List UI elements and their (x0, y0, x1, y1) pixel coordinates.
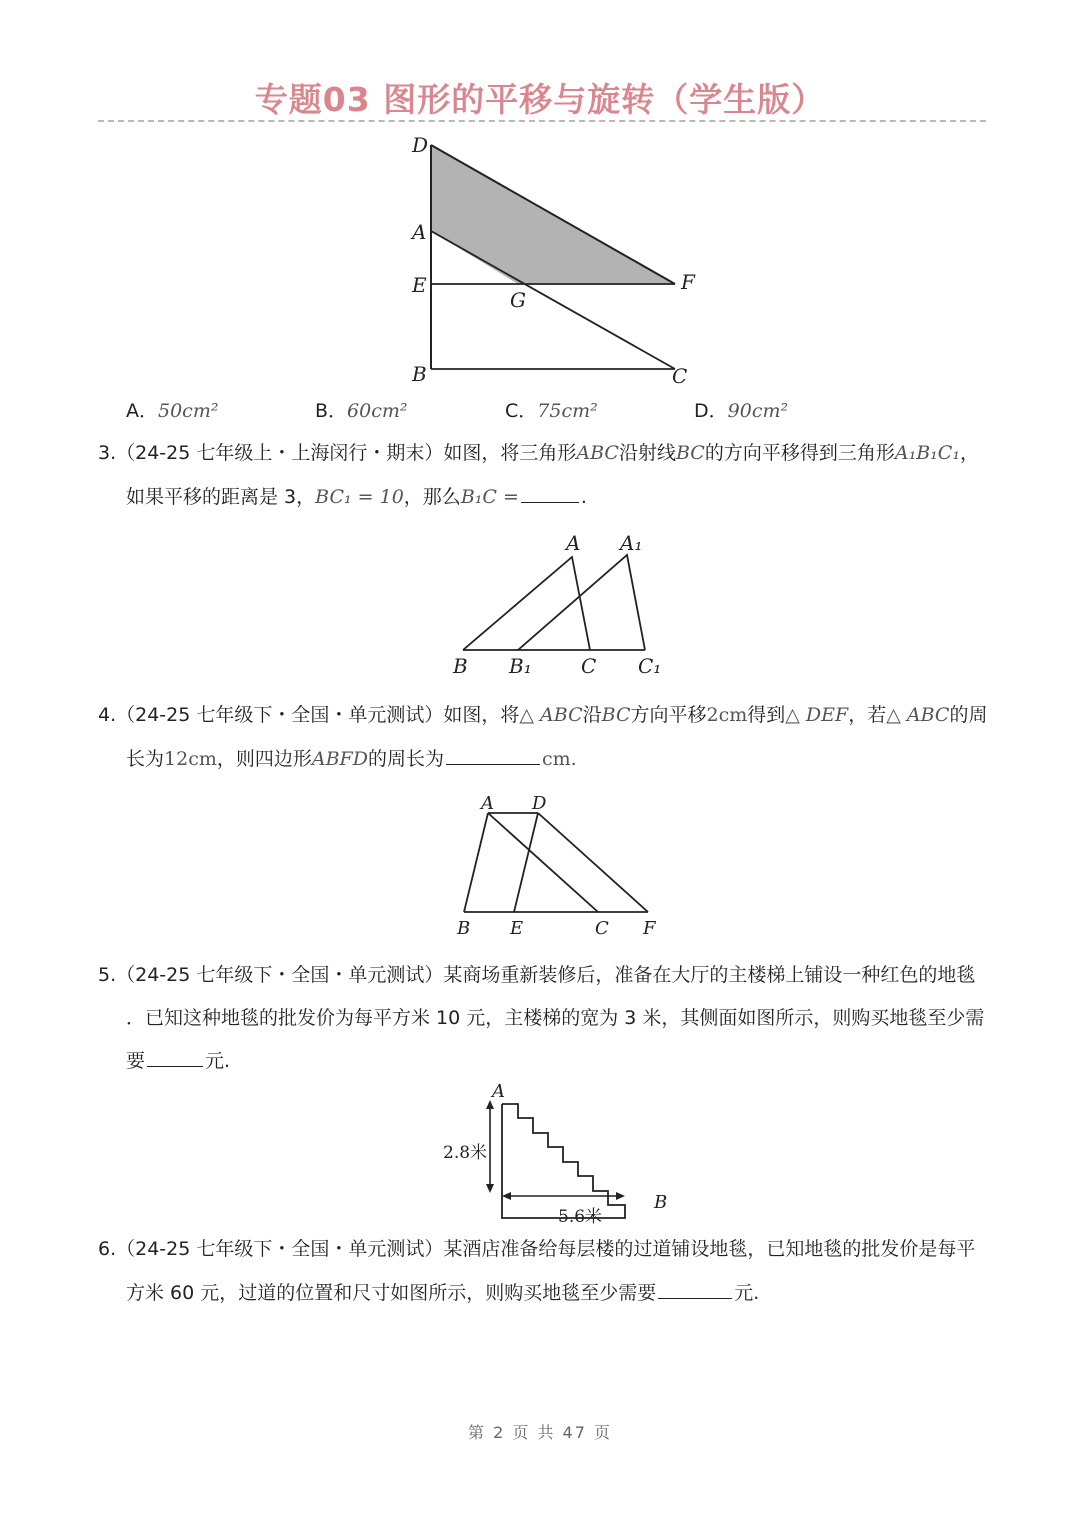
label-b: B (654, 1192, 668, 1213)
option-a-value: 50cm² (158, 400, 219, 422)
q4-answer-blank[interactable] (446, 744, 540, 765)
q3-math: ABC (576, 442, 619, 464)
width-arrow-right (616, 1192, 625, 1200)
label-a: A (412, 220, 427, 244)
option-a-letter: A． (126, 400, 158, 422)
figure-staircase (438, 1080, 688, 1230)
option-a[interactable] (126, 396, 218, 426)
width-arrow-left (502, 1192, 511, 1200)
option-b-letter: B． (315, 400, 348, 422)
q4-text: 长为 (126, 748, 165, 770)
q3-line1 (98, 438, 979, 468)
q6-line1: 6.（24-25 七年级下・全国・单元测试）某酒店准备给每层楼的过道铺设地毯，已知地毯的批发价是每平 (98, 1238, 976, 1260)
segment-df (538, 813, 648, 912)
page-title: 专题03 图形的平移与旋转（学生版） (254, 80, 826, 119)
q3-answer-blank[interactable] (521, 482, 579, 503)
width-label: 5.6米 (558, 1207, 603, 1227)
label-d: D (532, 793, 547, 814)
label-f: F (643, 918, 656, 939)
q4-text: ，则四边形 (216, 748, 312, 770)
option-c-letter: C． (505, 400, 538, 422)
q3-text: 沿射线 (618, 442, 676, 464)
q6-text: 元. (734, 1282, 760, 1304)
staircase-outline (502, 1104, 625, 1218)
q6-answer-blank[interactable] (658, 1278, 732, 1299)
q3-text: 3.（24-25 七年级上・上海闵行・期末）如图，将三角形 (98, 442, 577, 464)
q4-line2 (126, 744, 577, 774)
height-label: 2.8米 (443, 1143, 488, 1163)
option-d-letter: D． (694, 400, 728, 422)
segment-ab (464, 813, 488, 912)
figure-trapezoid-translation (400, 130, 710, 395)
q4-unit: cm. (542, 748, 577, 770)
label-d: D (412, 133, 429, 157)
label-g: G (510, 288, 526, 312)
q4-text: 的周 (949, 704, 988, 726)
q4-math: 2cm (706, 704, 748, 726)
q3-text: . (580, 486, 587, 508)
q4-line1 (98, 700, 987, 730)
q4-math: △ DEF (785, 704, 849, 726)
q4-math: ABFD (311, 748, 368, 770)
q3-text: ，那么 (403, 486, 461, 508)
label-e: E (412, 273, 427, 297)
page-number: 第 2 页 共 47 页 (468, 1423, 612, 1442)
q4-text: ，若 (848, 704, 887, 726)
q6-text: 方米 60 元，过道的位置和尺寸如图所示，则购买地毯至少需要 (126, 1282, 657, 1304)
option-d[interactable] (694, 396, 788, 426)
q4-text: 的周长为 (367, 748, 444, 770)
q5-line2: ．已知这种地毯的批发价为每平方米 10 元，主楼梯的宽为 3 米，其侧面如图所示，则购买地毯至少需 (126, 1007, 985, 1029)
q5-text: 要 (126, 1050, 146, 1072)
segment-ac (488, 813, 598, 912)
q6-line2 (126, 1278, 759, 1308)
label-f: F (681, 270, 695, 294)
option-b-value: 60cm² (347, 400, 408, 422)
label-c: C (672, 364, 688, 388)
q4-text: 方向平移 (630, 704, 707, 726)
q5-answer-blank[interactable] (147, 1046, 203, 1067)
q3-math: BC₁ = 10 (315, 486, 404, 508)
label-a: A (481, 793, 494, 814)
q4-text: 得到 (747, 704, 786, 726)
q3-math: A₁B₁C₁ (894, 442, 960, 464)
label-b: B (453, 654, 468, 678)
q3-text: 的方向平移得到三角形 (704, 442, 895, 464)
q3-line2 (126, 482, 587, 512)
label-c: C (581, 654, 597, 678)
label-a: A (492, 1081, 505, 1102)
q3-text: ， (959, 442, 979, 464)
label-a1: A₁ (620, 531, 643, 555)
label-b: B (457, 918, 471, 939)
option-c[interactable] (505, 396, 598, 426)
q3-math: BC (675, 442, 705, 464)
option-d-value: 90cm² (727, 400, 789, 422)
q3-text: 如果平移的距离是 3， (126, 486, 316, 508)
label-c1: C₁ (638, 654, 662, 678)
option-c-value: 75cm² (537, 400, 598, 422)
q5-text: 元. (205, 1050, 231, 1072)
q4-math: BC (601, 704, 631, 726)
label-a: A (566, 531, 581, 555)
label-e: E (510, 918, 524, 939)
q4-math: △ ABC (519, 704, 583, 726)
height-arrow-bottom (486, 1184, 494, 1193)
figure-triangle-shift (448, 530, 668, 680)
label-b: B (412, 362, 427, 386)
header-divider (98, 120, 986, 122)
q5-line3 (126, 1046, 230, 1076)
option-b[interactable] (315, 396, 408, 426)
q4-text: 4.（24-25 七年级下・全国・单元测试）如图，将 (98, 704, 520, 726)
q5-line1: 5.（24-25 七年级下・全国・单元测试）某商场重新装修后，准备在大厅的主楼梯上铺设一种红色的地毯 (98, 964, 976, 986)
label-b1: B₁ (509, 654, 532, 678)
q4-math: 12cm (164, 748, 217, 770)
q4-math: △ ABC (886, 704, 950, 726)
segment-de (514, 813, 538, 912)
label-c: C (595, 918, 609, 939)
q3-math: B₁C = (460, 486, 519, 508)
q4-text: 沿 (582, 704, 602, 726)
figure-parallelogram-shift (448, 792, 668, 942)
